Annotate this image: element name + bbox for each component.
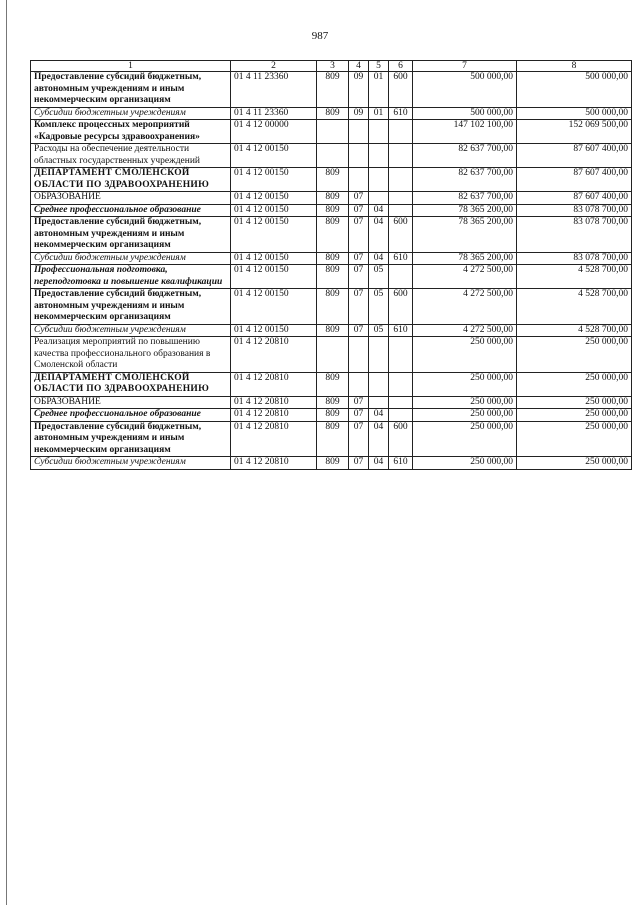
row-amount1-cell: 4 272 500,00 [413,265,517,289]
row-amount2-cell: 83 078 700,00 [517,252,632,265]
row-col4-cell: 07 [349,289,369,325]
table-row [31,324,632,337]
header-col-7: 7 [413,61,517,72]
row-name-cell: Субсидии бюджетным учреждениям [31,324,231,337]
row-amount1-cell: 4 272 500,00 [413,289,517,325]
row-amount2-cell: 250 000,00 [517,372,632,396]
row-col3-cell: 809 [317,217,349,253]
header-col-2: 2 [231,61,317,72]
table-row [31,421,632,457]
row-name-cell: Субсидии бюджетным учреждениям [31,107,231,120]
row-name-cell: Субсидии бюджетным учреждениям [31,252,231,265]
row-col3-cell: 809 [317,72,349,108]
row-col4-cell: 07 [349,217,369,253]
row-col5-cell [369,120,389,144]
row-amount1-cell: 82 637 700,00 [413,168,517,192]
table-row [31,168,632,192]
row-amount2-cell: 250 000,00 [517,337,632,373]
row-code-cell: 01 4 12 00150 [231,252,317,265]
table-row [31,457,632,470]
row-col6-cell [389,120,413,144]
row-amount2-cell: 87 607 400,00 [517,144,632,168]
row-code-cell: 01 4 12 00150 [231,324,317,337]
table-row [31,409,632,422]
row-code-cell: 01 4 12 00150 [231,265,317,289]
row-code-cell: 01 4 12 00150 [231,168,317,192]
row-col4-cell [349,337,369,373]
row-amount1-cell: 82 637 700,00 [413,192,517,205]
row-col5-cell [369,337,389,373]
row-amount1-cell: 250 000,00 [413,396,517,409]
row-col6-cell [389,204,413,217]
row-col3-cell: 809 [317,192,349,205]
row-col4-cell: 09 [349,72,369,108]
row-col6-cell [389,337,413,373]
row-col6-cell: 610 [389,252,413,265]
row-amount2-cell: 87 607 400,00 [517,192,632,205]
row-amount2-cell: 4 528 700,00 [517,265,632,289]
row-col6-cell: 610 [389,457,413,470]
row-col4-cell [349,168,369,192]
row-code-cell: 01 4 12 20810 [231,457,317,470]
table-row [31,337,632,373]
row-code-cell: 01 4 12 20810 [231,396,317,409]
row-col6-cell [389,144,413,168]
row-col3-cell: 809 [317,107,349,120]
row-amount2-cell: 250 000,00 [517,396,632,409]
table-row [31,289,632,325]
row-name-cell: Субсидии бюджетным учреждениям [31,457,231,470]
row-col4-cell [349,144,369,168]
table-row [31,396,632,409]
row-amount1-cell: 250 000,00 [413,421,517,457]
table-row [31,144,632,168]
row-name-cell: Реализация мероприятий по повышению качества профессионального образования в Смоленской области [31,337,231,373]
row-col4-cell: 07 [349,324,369,337]
row-code-cell: 01 4 12 00150 [231,204,317,217]
table-row [31,204,632,217]
row-amount1-cell: 82 637 700,00 [413,144,517,168]
row-col6-cell: 610 [389,107,413,120]
row-amount2-cell: 4 528 700,00 [517,324,632,337]
row-amount1-cell: 250 000,00 [413,409,517,422]
row-code-cell: 01 4 12 00150 [231,144,317,168]
row-name-cell: Комплекс процессных мероприятий «Кадровые ресурсы здравоохранения» [31,120,231,144]
row-amount1-cell: 78 365 200,00 [413,217,517,253]
row-col5-cell: 01 [369,72,389,108]
row-name-cell: ДЕПАРТАМЕНТ СМОЛЕНСКОЙ ОБЛАСТИ ПО ЗДРАВООХРАНЕНИЮ [31,372,231,396]
row-col5-cell: 04 [369,421,389,457]
row-col3-cell: 809 [317,421,349,457]
table-row [31,192,632,205]
table-row [31,372,632,396]
row-col5-cell [369,144,389,168]
header-col-3: 3 [317,61,349,72]
row-col5-cell [369,372,389,396]
row-col3-cell: 809 [317,265,349,289]
row-col3-cell: 809 [317,372,349,396]
header-col-5: 5 [369,61,389,72]
row-col5-cell: 04 [369,409,389,422]
row-col3-cell: 809 [317,252,349,265]
header-col-4: 4 [349,61,369,72]
header-col-8: 8 [517,61,632,72]
row-code-cell: 01 4 12 20810 [231,409,317,422]
row-amount1-cell: 250 000,00 [413,372,517,396]
row-amount2-cell: 83 078 700,00 [517,217,632,253]
row-amount1-cell: 500 000,00 [413,72,517,108]
row-col3-cell: 809 [317,289,349,325]
row-col4-cell: 07 [349,457,369,470]
row-name-cell: Предоставление субсидий бюджетным, автономным учреждениям и иным некоммерческим организациям [31,217,231,253]
row-code-cell: 01 4 12 20810 [231,372,317,396]
row-amount1-cell: 500 000,00 [413,107,517,120]
row-col4-cell: 07 [349,192,369,205]
row-col6-cell: 600 [389,421,413,457]
row-col3-cell: 809 [317,457,349,470]
row-amount1-cell: 250 000,00 [413,457,517,470]
row-col4-cell: 07 [349,421,369,457]
row-name-cell: Предоставление субсидий бюджетным, автономным учреждениям и иным некоммерческим организациям [31,289,231,325]
row-col4-cell: 07 [349,204,369,217]
table-row [31,265,632,289]
row-col6-cell [389,265,413,289]
row-col3-cell: 809 [317,168,349,192]
row-col5-cell [369,192,389,205]
row-amount2-cell: 152 069 500,00 [517,120,632,144]
row-col5-cell: 01 [369,107,389,120]
row-code-cell: 01 4 12 00000 [231,120,317,144]
row-col5-cell: 04 [369,217,389,253]
row-col3-cell: 809 [317,409,349,422]
row-col6-cell: 600 [389,72,413,108]
row-col5-cell: 05 [369,324,389,337]
row-name-cell: Среднее профессиональное образование [31,409,231,422]
header-col-6: 6 [389,61,413,72]
row-code-cell: 01 4 11 23360 [231,72,317,108]
row-name-cell: ДЕПАРТАМЕНТ СМОЛЕНСКОЙ ОБЛАСТИ ПО ЗДРАВООХРАНЕНИЮ [31,168,231,192]
row-col5-cell: 05 [369,289,389,325]
row-col3-cell: 809 [317,324,349,337]
row-col6-cell: 610 [389,324,413,337]
row-code-cell: 01 4 12 00150 [231,217,317,253]
row-col3-cell [317,120,349,144]
row-amount1-cell: 147 102 100,00 [413,120,517,144]
row-col6-cell [389,409,413,422]
row-amount2-cell: 500 000,00 [517,107,632,120]
row-code-cell: 01 4 12 00150 [231,289,317,325]
row-name-cell: Предоставление субсидий бюджетным, автономным учреждениям и иным некоммерческим организациям [31,421,231,457]
row-amount2-cell: 500 000,00 [517,72,632,108]
row-code-cell: 01 4 12 20810 [231,421,317,457]
row-col6-cell: 600 [389,289,413,325]
row-col5-cell: 04 [369,457,389,470]
row-amount2-cell: 87 607 400,00 [517,168,632,192]
row-col6-cell: 600 [389,217,413,253]
row-name-cell: ОБРАЗОВАНИЕ [31,192,231,205]
row-amount2-cell: 4 528 700,00 [517,289,632,325]
row-name-cell: Предоставление субсидий бюджетным, автономным учреждениям и иным некоммерческим организациям [31,72,231,108]
header-col-1: 1 [31,61,231,72]
row-col4-cell: 07 [349,396,369,409]
row-code-cell: 01 4 11 23360 [231,107,317,120]
scan-margin-line [6,0,7,905]
row-col3-cell [317,144,349,168]
row-amount2-cell: 83 078 700,00 [517,204,632,217]
row-col3-cell: 809 [317,204,349,217]
row-code-cell: 01 4 12 20810 [231,337,317,373]
row-col5-cell [369,396,389,409]
row-amount2-cell: 250 000,00 [517,457,632,470]
table-header-row [31,61,632,72]
table-row [31,217,632,253]
row-col6-cell [389,396,413,409]
row-amount2-cell: 250 000,00 [517,421,632,457]
table-row [31,107,632,120]
budget-table [30,60,632,470]
row-col3-cell: 809 [317,396,349,409]
row-name-cell: Среднее профессиональное образование [31,204,231,217]
row-amount1-cell: 4 272 500,00 [413,324,517,337]
table-row [31,120,632,144]
row-col6-cell [389,372,413,396]
row-amount1-cell: 78 365 200,00 [413,204,517,217]
row-amount1-cell: 78 365 200,00 [413,252,517,265]
row-col4-cell: 07 [349,252,369,265]
table-row [31,252,632,265]
row-col5-cell: 04 [369,204,389,217]
row-col5-cell: 05 [369,265,389,289]
row-col6-cell [389,192,413,205]
row-col3-cell [317,337,349,373]
row-col5-cell: 04 [369,252,389,265]
row-col4-cell [349,372,369,396]
row-col4-cell: 09 [349,107,369,120]
row-name-cell: ОБРАЗОВАНИЕ [31,396,231,409]
row-name-cell: Профессиональная подготовка, переподготовка и повышение квалификации [31,265,231,289]
row-col5-cell [369,168,389,192]
row-name-cell: Расходы на обеспечение деятельности областных государственных учреждений [31,144,231,168]
row-amount2-cell: 250 000,00 [517,409,632,422]
table-row [31,72,632,108]
row-code-cell: 01 4 12 00150 [231,192,317,205]
row-col4-cell: 07 [349,409,369,422]
row-col4-cell: 07 [349,265,369,289]
row-col6-cell [389,168,413,192]
row-col4-cell [349,120,369,144]
row-amount1-cell: 250 000,00 [413,337,517,373]
page-number: 987 [311,30,329,42]
